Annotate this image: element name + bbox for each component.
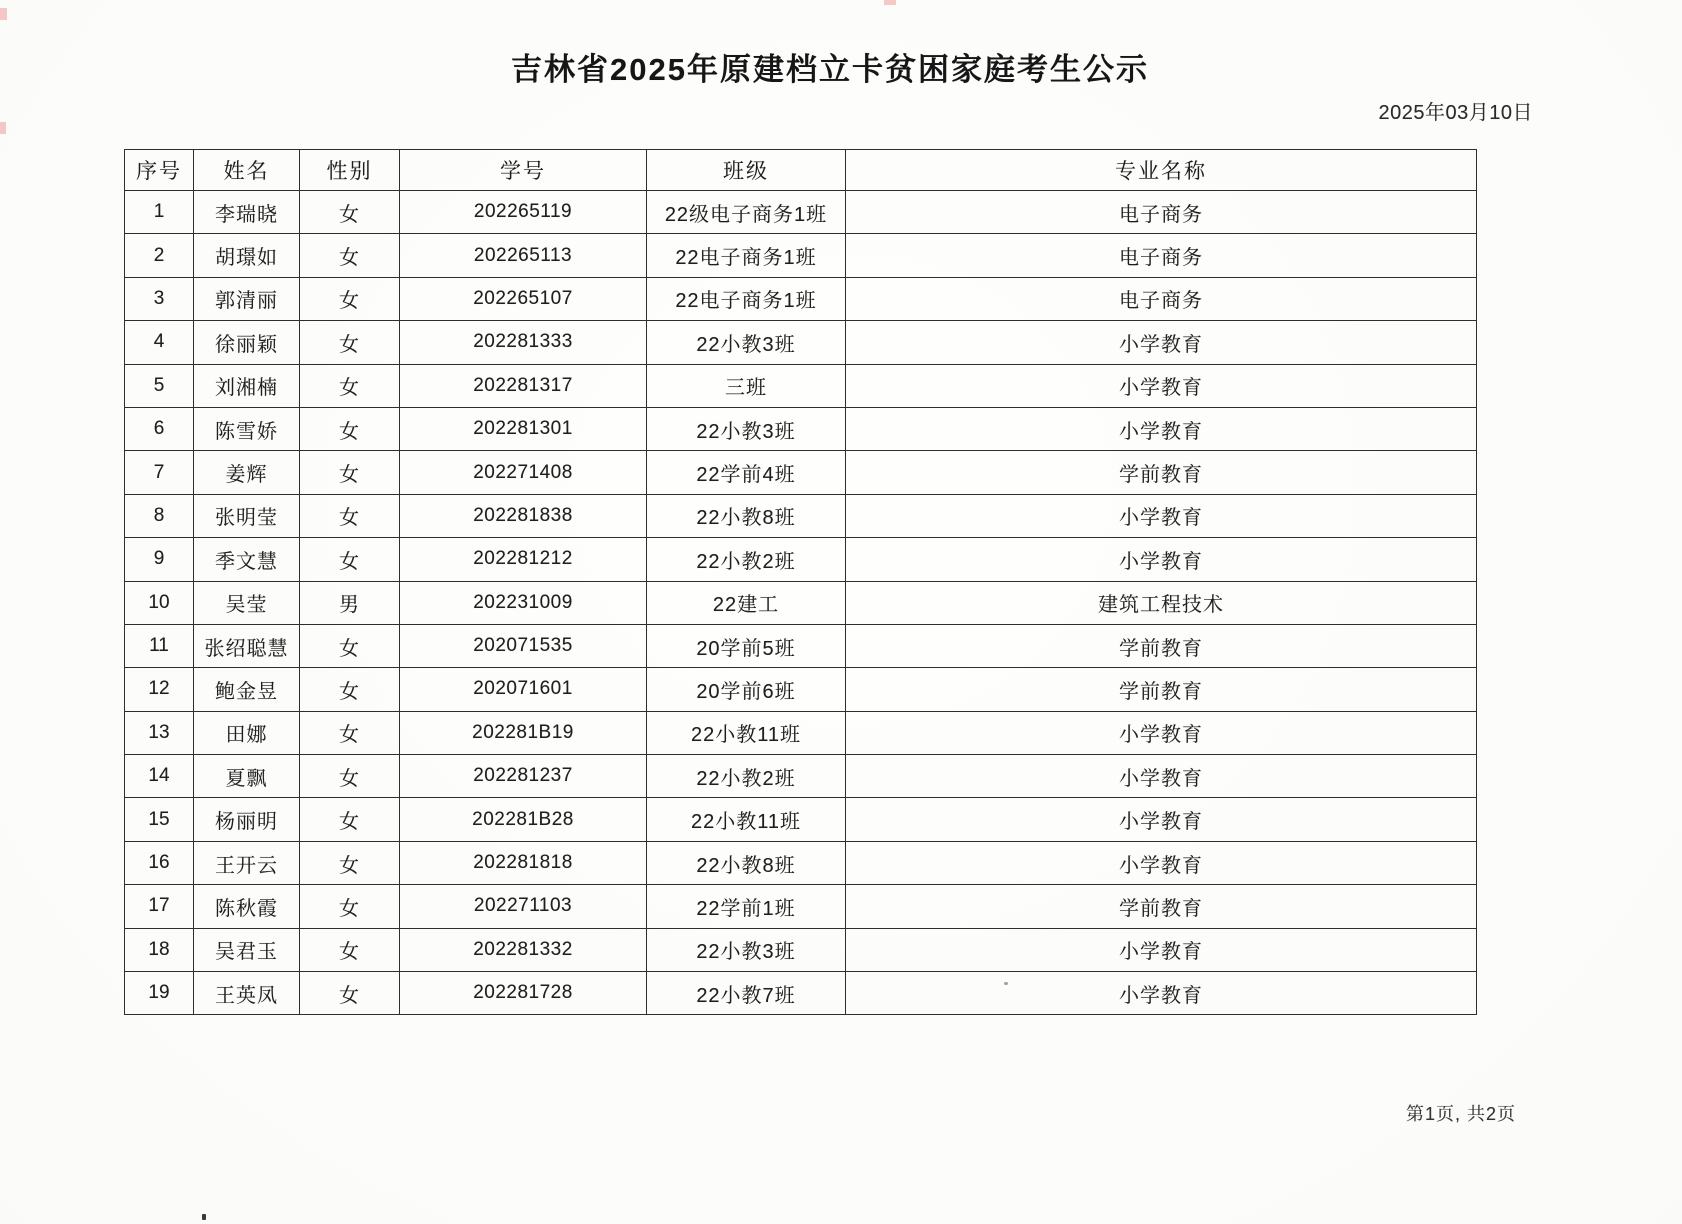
cell-student-id: 202281212 [400,538,647,581]
page-indicator: 第1页, 共2页 [1405,1104,1516,1124]
table-row [125,494,1477,537]
cell-major: 小学教育 [846,755,1477,798]
cell-index: 14 [125,755,194,798]
cell-class: 20学前5班 [647,624,846,667]
cell-student-id: 202231009 [400,581,647,624]
cell-student-id: 202281333 [400,321,647,364]
cell-class: 22学前4班 [647,451,846,494]
cell-major: 电子商务 [846,277,1477,320]
cell-name: 张绍聪慧 [194,624,300,667]
cell-student-id: 202281237 [400,755,647,798]
cell-index: 16 [125,841,194,884]
scan-edge-mark [884,0,896,5]
date-label: 2025年03月10日 [1378,102,1533,124]
cell-index: 13 [125,711,194,754]
table-row [125,538,1477,581]
table-body [125,191,1477,1015]
cell-name: 陈雪娇 [194,407,300,450]
cell-gender: 女 [300,885,400,928]
cell-major: 小学教育 [846,538,1477,581]
page-title: 吉林省2025年原建档立卡贫困家庭考生公示 [511,52,1149,87]
cell-class: 22电子商务1班 [647,234,846,277]
cell-class: 22小教8班 [647,841,846,884]
cell-student-id: 202281301 [400,407,647,450]
cell-index: 18 [125,928,194,971]
table-row [125,928,1477,971]
cell-major: 小学教育 [846,407,1477,450]
table-row [125,798,1477,841]
cell-index: 17 [125,885,194,928]
cell-name: 徐丽颖 [194,321,300,364]
table-row [125,234,1477,277]
cell-student-id: 202071535 [400,624,647,667]
cell-major: 学前教育 [846,624,1477,667]
column-header-gender: 性别 [300,150,400,191]
cell-class: 22小教11班 [647,798,846,841]
cell-class: 22电子商务1班 [647,277,846,320]
student-roster-table [124,149,1477,1015]
cell-major: 学前教育 [846,668,1477,711]
cell-index: 15 [125,798,194,841]
cell-gender: 女 [300,755,400,798]
table-row [125,624,1477,667]
table-row [125,407,1477,450]
cell-name: 刘湘楠 [194,364,300,407]
cell-index: 1 [125,191,194,234]
cell-student-id: 202265113 [400,234,647,277]
table-row [125,668,1477,711]
cell-student-id: 202281B19 [400,711,647,754]
cell-class: 22小教8班 [647,494,846,537]
cell-name: 田娜 [194,711,300,754]
cell-gender: 女 [300,841,400,884]
cell-gender: 女 [300,321,400,364]
cell-index: 6 [125,407,194,450]
cell-name: 王英凤 [194,972,300,1015]
cell-class: 20学前6班 [647,668,846,711]
cell-name: 夏飘 [194,755,300,798]
cell-student-id: 202265119 [400,191,647,234]
table-row [125,277,1477,320]
cell-gender: 女 [300,624,400,667]
table-header-row [125,150,1477,191]
table-row [125,711,1477,754]
table-row [125,841,1477,884]
cell-gender: 男 [300,581,400,624]
cell-index: 2 [125,234,194,277]
cell-major: 小学教育 [846,711,1477,754]
cell-gender: 女 [300,277,400,320]
cell-major: 学前教育 [846,451,1477,494]
cell-class: 22学前1班 [647,885,846,928]
cell-class: 22小教3班 [647,321,846,364]
cell-index: 11 [125,624,194,667]
cell-gender: 女 [300,451,400,494]
cell-gender: 女 [300,364,400,407]
column-header-major: 专业名称 [846,150,1477,191]
cell-gender: 女 [300,407,400,450]
cell-student-id: 202281818 [400,841,647,884]
cell-name: 鲍金昱 [194,668,300,711]
cell-student-id: 202271408 [400,451,647,494]
cell-gender: 女 [300,711,400,754]
cell-name: 姜辉 [194,451,300,494]
cell-class: 三班 [647,364,846,407]
cell-student-id: 202281B28 [400,798,647,841]
cell-index: 5 [125,364,194,407]
cell-major: 电子商务 [846,191,1477,234]
cell-index: 3 [125,277,194,320]
cell-major: 小学教育 [846,841,1477,884]
cell-name: 郭清丽 [194,277,300,320]
cell-major: 小学教育 [846,928,1477,971]
cell-gender: 女 [300,234,400,277]
scan-edge-mark [0,8,7,20]
cell-index: 9 [125,538,194,581]
table-row [125,451,1477,494]
cell-student-id: 202281838 [400,494,647,537]
cell-gender: 女 [300,798,400,841]
cell-gender: 女 [300,191,400,234]
cell-class: 22小教7班 [647,972,846,1015]
table-row [125,755,1477,798]
cell-class: 22建工 [647,581,846,624]
cell-class: 22级电子商务1班 [647,191,846,234]
cell-index: 7 [125,451,194,494]
cell-index: 10 [125,581,194,624]
cell-major: 电子商务 [846,234,1477,277]
cell-name: 吴莹 [194,581,300,624]
cell-name: 杨丽明 [194,798,300,841]
cell-index: 4 [125,321,194,364]
cell-student-id: 202281728 [400,972,647,1015]
scan-speck [202,1214,206,1220]
cell-major: 小学教育 [846,972,1477,1015]
cell-student-id: 202281317 [400,364,647,407]
cell-major: 小学教育 [846,494,1477,537]
cell-major: 建筑工程技术 [846,581,1477,624]
cell-student-id: 202271103 [400,885,647,928]
column-header-name: 姓名 [194,150,300,191]
cell-name: 季文慧 [194,538,300,581]
cell-name: 李瑞晓 [194,191,300,234]
cell-gender: 女 [300,538,400,581]
cell-student-id: 202281332 [400,928,647,971]
cell-student-id: 202265107 [400,277,647,320]
cell-gender: 女 [300,972,400,1015]
cell-class: 22小教2班 [647,755,846,798]
cell-class: 22小教3班 [647,928,846,971]
cell-student-id: 202071601 [400,668,647,711]
cell-major: 小学教育 [846,321,1477,364]
table-row [125,364,1477,407]
column-header-index: 序号 [125,150,194,191]
cell-index: 12 [125,668,194,711]
cell-name: 陈秋霞 [194,885,300,928]
cell-class: 22小教2班 [647,538,846,581]
table-row [125,321,1477,364]
cell-major: 小学教育 [846,364,1477,407]
cell-class: 22小教3班 [647,407,846,450]
cell-gender: 女 [300,668,400,711]
cell-name: 胡璟如 [194,234,300,277]
cell-major: 学前教育 [846,885,1477,928]
cell-gender: 女 [300,928,400,971]
table-row [125,972,1477,1015]
cell-name: 王开云 [194,841,300,884]
table-row [125,191,1477,234]
column-header-class: 班级 [647,150,846,191]
cell-major: 小学教育 [846,798,1477,841]
table-row [125,581,1477,624]
cell-name: 张明莹 [194,494,300,537]
table-row [125,885,1477,928]
scan-edge-mark [0,122,6,134]
cell-index: 19 [125,972,194,1015]
cell-gender: 女 [300,494,400,537]
cell-class: 22小教11班 [647,711,846,754]
column-header-student-id: 学号 [400,150,647,191]
cell-index: 8 [125,494,194,537]
cell-name: 吴君玉 [194,928,300,971]
